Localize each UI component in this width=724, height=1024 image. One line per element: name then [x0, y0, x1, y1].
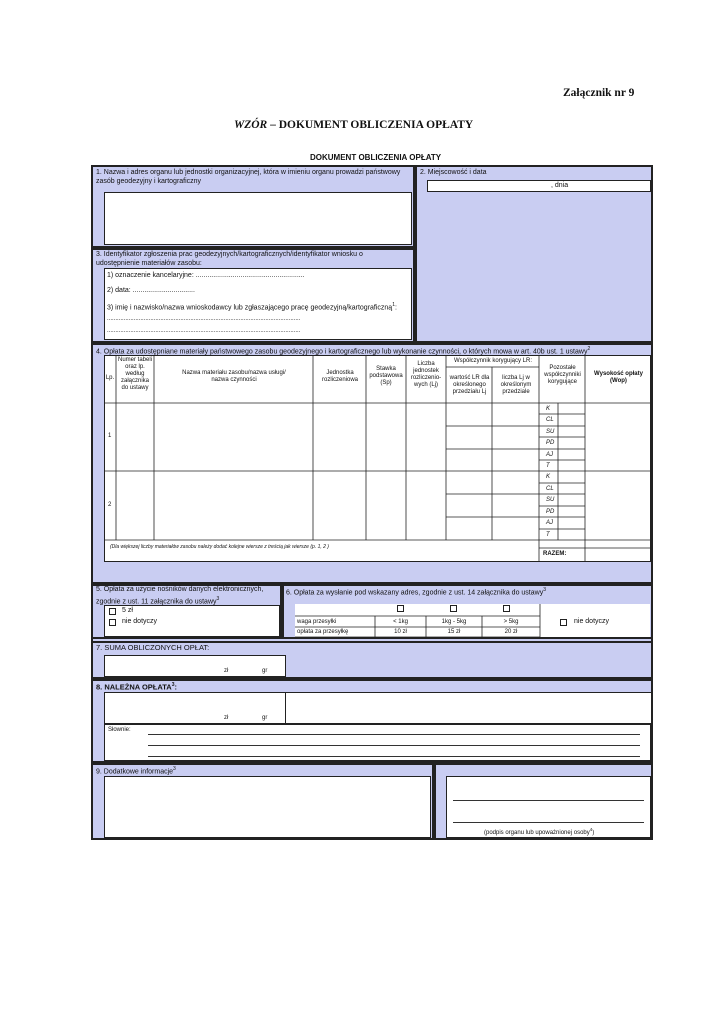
factor-pd-1: PD [546, 440, 555, 446]
due-gr-label: gr [262, 715, 268, 721]
section-8-footnote: 3 [171, 682, 175, 688]
col-units-count: Liczba jednostek rozliczenio-wych (Lj) [410, 361, 442, 388]
section-9-footnote: 3 [173, 766, 176, 772]
due-fee-right [286, 692, 651, 724]
col-total-fee: Wysokość opłaty (Wop) [594, 371, 643, 384]
words-line-2[interactable] [148, 745, 640, 746]
sum-zl-label: zł [224, 668, 229, 674]
factor-k-1: K [546, 406, 551, 412]
section-5-label-text: 5. Opłata za użycie nośników danych elektronicznych, zgodnie z ust. 11 załącznika do ustawy [96, 586, 264, 605]
fee-20zl: 20 zł [504, 629, 518, 635]
section-7-label: 7. SUMA OBLICZONYCH OPŁAT: [96, 643, 210, 652]
section-1-label: 1. Nazwa i adres organu lub jednostki organizacyjnej, która w imieniu organu prowadzi państwowy zasób geodezyjny i kartograficzny [96, 169, 401, 185]
signature-line-2[interactable] [453, 822, 644, 823]
page-title-text: – DOKUMENT OBLICZENIA OPŁATY [267, 119, 474, 131]
factor-cl-1: CL [546, 417, 554, 423]
ship-lt1kg-checkbox[interactable] [397, 605, 404, 612]
ship-gt5kg-checkbox[interactable] [503, 605, 510, 612]
wzor-label: WZÓR [234, 119, 268, 131]
razem-label: RAZEM: [543, 551, 567, 557]
table-note: (Dla większej liczby materiałów zasobu należy dodać kolejne wiersze z treścią jak wiersze (p. 1, 2 ) [110, 544, 329, 550]
date-line[interactable]: 2) data: ................................ [107, 287, 195, 294]
sum-fee-field[interactable] [104, 655, 286, 677]
col-coef-value: wartość LR dla określonego przedziału Lj [449, 375, 490, 395]
col-coef-count: liczba Lj w określonym przedziale [500, 375, 532, 395]
factor-aj-2: AJ [546, 520, 554, 526]
form-title: DOKUMENT OBLICZENIA OPŁATY [310, 153, 442, 162]
factor-k-2: K [546, 474, 551, 480]
applicant-footnote: 1 [392, 302, 395, 308]
fee-row-label: opłata za przesyłkę [297, 629, 349, 635]
ship-na-label: nie dotyczy [574, 618, 610, 625]
section-6-footnote: 3 [543, 587, 546, 593]
signature-caption-end: ) [592, 830, 595, 836]
due-fee-field[interactable] [104, 692, 286, 724]
applicant-dots-2[interactable]: .................................................................................................................... [107, 328, 301, 334]
sum-gr-label: gr [262, 668, 268, 674]
ship-na-checkbox[interactable] [560, 619, 567, 626]
words-line-3[interactable] [148, 756, 640, 757]
section-3-label: 3. Identyfikator zgłoszenia prac geodezyjnych/kartograficznych/identyfikator wniosku o udostępnienie materiałów zasobu: [96, 251, 363, 267]
section-4-footnote: 2 [587, 346, 591, 352]
signature-caption-text: (podpis organu lub upoważnionej osoby [484, 830, 590, 836]
words-label: Słownie: [108, 727, 131, 733]
kancelaria-line[interactable]: 1) oznaczenie kancelaryjne: ........................................................ [107, 272, 305, 279]
additional-info-field[interactable] [104, 776, 431, 838]
signature-footnote: 4 [589, 827, 593, 832]
col-lp: Lp. [105, 375, 115, 381]
due-zl-label: zł [224, 715, 229, 721]
col-base-rate: Stawka podstawowa (Sp) [369, 366, 403, 386]
section-8-label-text: 8. NALEŻNA OPŁATA [96, 682, 172, 692]
words-line-1[interactable] [148, 734, 640, 735]
section-4-label-text: 4. Opłata za udostępniane materiały państwowego zasobu geodezyjnego i kartograficznego lub wykonanie czynności, o których mowa w art. 40b ust. 1 ustawy [96, 348, 588, 356]
factor-cl-2: CL [546, 486, 554, 492]
factor-t-2: T [546, 532, 550, 538]
media-5zl-label: 5 zł [122, 607, 133, 614]
weight-gt5kg: > 5kg [503, 619, 519, 625]
section-6-label-text: 6. Opłata za wysłanie pod wskazany adres, zgodnie z ust. 14 załącznika do ustawy [286, 589, 544, 597]
signature-line-1[interactable] [453, 800, 644, 801]
row-number-2: 2 [108, 502, 112, 508]
col-coef-group: Współczynnik korygujący LR: [453, 358, 533, 364]
section-2-label: 2. Miejscowość i data [420, 169, 487, 176]
annex-label: Załącznik nr 9 [563, 87, 635, 99]
row-number-1: 1 [108, 433, 112, 439]
factor-su-1: SU [546, 429, 555, 435]
fee-10zl: 10 zł [394, 629, 407, 635]
factor-t-1: T [546, 463, 550, 469]
applicant-dots-1[interactable]: .................................................................................................................... [107, 316, 301, 322]
col-table-number: Numer tabeli oraz lp. według załącznika do ustawy [117, 357, 152, 391]
col-unit: Jednostka rozliczeniowa [321, 370, 358, 383]
factor-su-2: SU [546, 497, 555, 503]
weight-row-label: waga przesyłki [297, 619, 337, 625]
fee-15zl: 15 zł [447, 629, 461, 635]
applicant-line: 3) imię i nazwisko/nazwa wnioskodawcy lub zgłaszającego pracę geodezyjną/kartograficzną$^1$: [107, 302, 397, 312]
col-material-name: Nazwa materiału zasobu/nazwa usługi/ nazwa czynności [182, 370, 286, 383]
col-other-coef: Pozostałe współczynniki korygujące [544, 365, 581, 385]
weight-lt1kg: < 1kg [393, 619, 408, 625]
signature-caption [484, 826, 594, 837]
dnia-label: , dnia [551, 182, 569, 189]
ship-1to5kg-checkbox[interactable] [450, 605, 457, 612]
section-8-label: 8. NALEŻNA OPŁATA$^3$: [96, 682, 177, 692]
weight-1to5kg: 1kg - 5kg [441, 619, 467, 625]
section-5-footnote: 3 [216, 595, 220, 602]
section-9-label-text: 9. Dodatkowe informacje [96, 768, 174, 776]
factor-pd-2: PD [546, 509, 555, 515]
applicant-line-text: 3) imię i nazwisko/nazwa wnioskodawcy lub zgłaszającego pracę geodezyjną/kartograficzną [107, 304, 393, 312]
media-na-label: nie dotyczy [122, 618, 158, 625]
factor-aj-1: AJ [546, 452, 554, 458]
